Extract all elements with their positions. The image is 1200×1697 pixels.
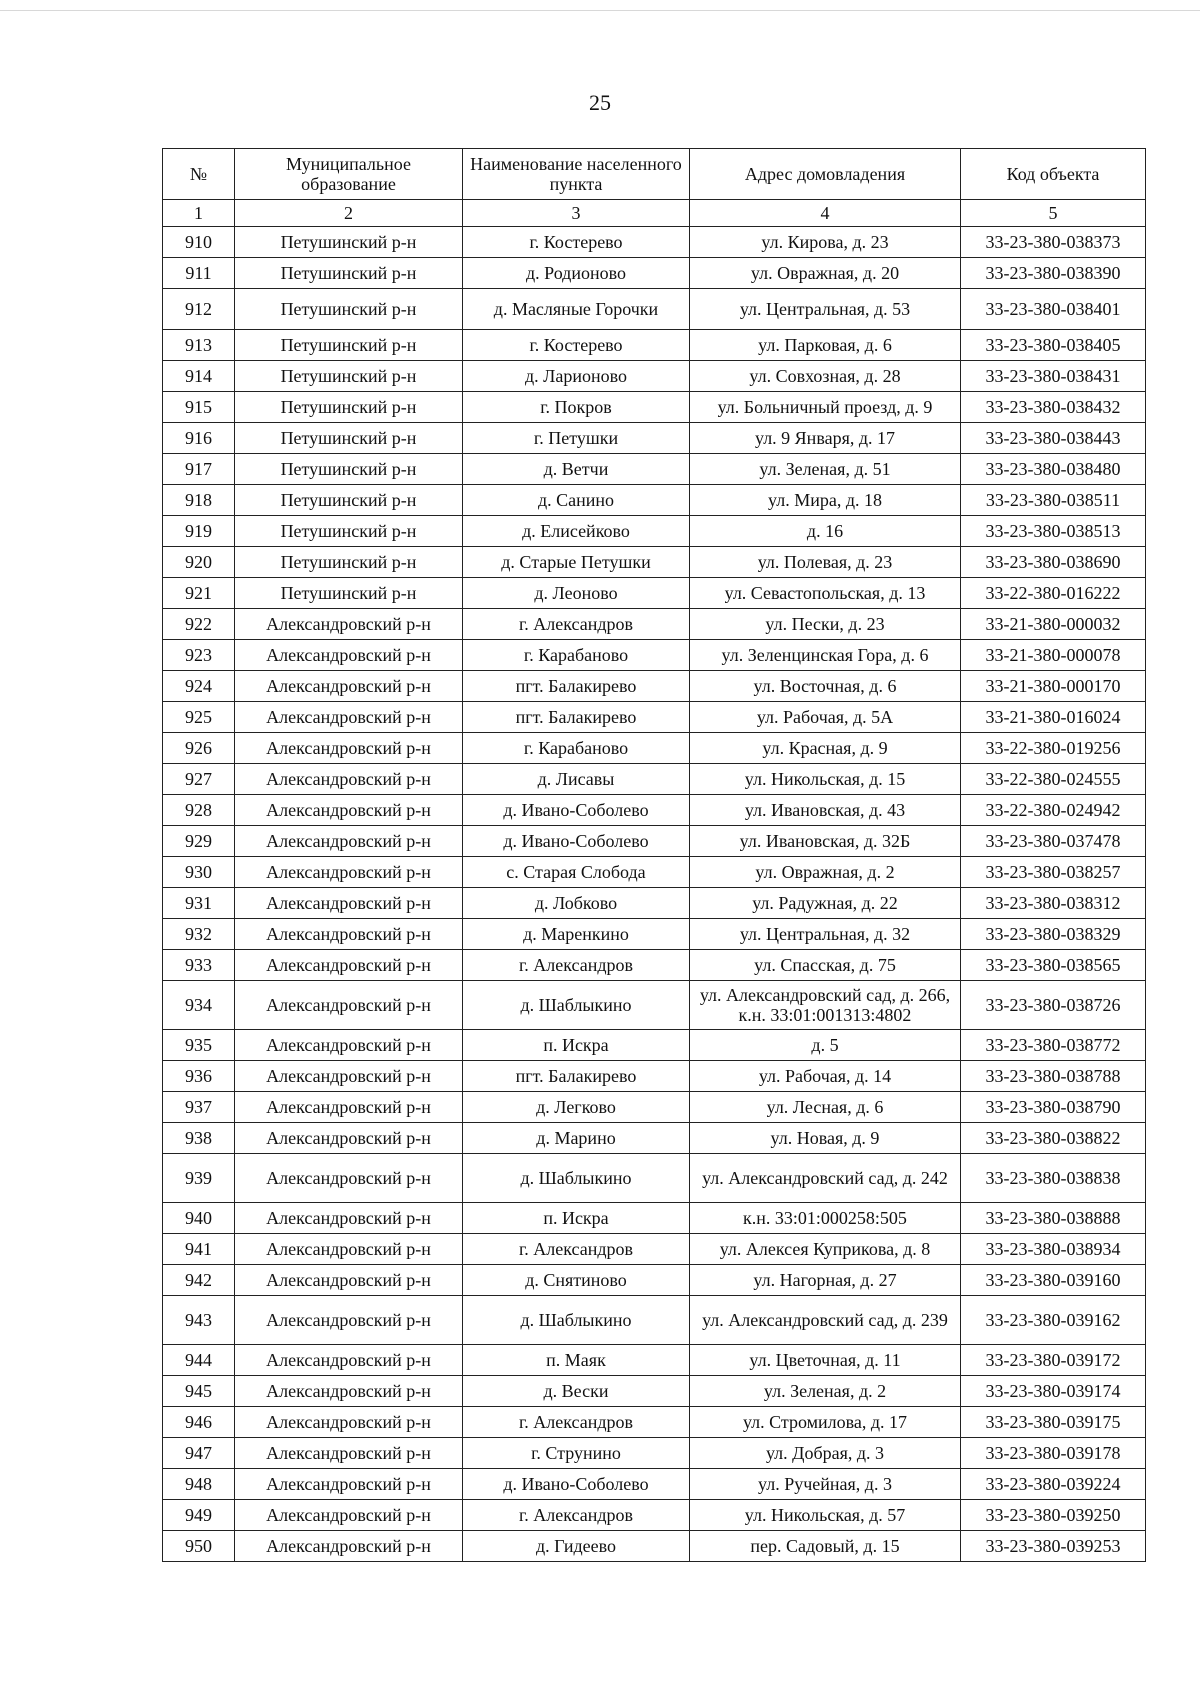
object-code-cell: 33-23-380-038726 [961, 981, 1146, 1030]
settlement-cell: г. Александров [463, 1500, 690, 1531]
object-code-cell: 33-23-380-038312 [961, 888, 1146, 919]
municipality-cell: Александровский р-н [235, 919, 463, 950]
settlement-cell: д. Ветчи [463, 454, 690, 485]
table-row [163, 1123, 1146, 1154]
table-row [163, 795, 1146, 826]
municipality-cell: Петушинский р-н [235, 454, 463, 485]
row-number-cell: 922 [163, 609, 235, 640]
settlement-cell: п. Искра [463, 1203, 690, 1234]
row-number-cell: 938 [163, 1123, 235, 1154]
settlement-cell: г. Александров [463, 1407, 690, 1438]
municipality-cell: Александровский р-н [235, 1061, 463, 1092]
municipality-cell: Александровский р-н [235, 1123, 463, 1154]
row-number-cell: 921 [163, 578, 235, 609]
row-number-cell: 917 [163, 454, 235, 485]
row-number-cell: 941 [163, 1234, 235, 1265]
row-number-cell: 914 [163, 361, 235, 392]
settlement-cell: д. Лисавы [463, 764, 690, 795]
row-number-cell: 912 [163, 289, 235, 330]
municipality-cell: Петушинский р-н [235, 330, 463, 361]
municipality-cell: Петушинский р-н [235, 258, 463, 289]
municipality-cell: Александровский р-н [235, 1469, 463, 1500]
row-number-cell: 948 [163, 1469, 235, 1500]
column-number: 5 [961, 200, 1146, 227]
address-cell: ул. Мира, д. 18 [690, 485, 961, 516]
table-row [163, 919, 1146, 950]
table-row [163, 1407, 1146, 1438]
table-row [163, 330, 1146, 361]
row-number-cell: 939 [163, 1154, 235, 1203]
header-municipality: Муниципальное образование [235, 149, 463, 200]
object-code-cell: 33-23-380-039175 [961, 1407, 1146, 1438]
settlement-cell: д. Ивано-Соболево [463, 826, 690, 857]
address-cell: ул. Парковая, д. 6 [690, 330, 961, 361]
municipality-cell: Петушинский р-н [235, 578, 463, 609]
row-number-cell: 945 [163, 1376, 235, 1407]
settlement-cell: д. Вески [463, 1376, 690, 1407]
municipality-cell: Александровский р-н [235, 609, 463, 640]
municipality-cell: Петушинский р-н [235, 547, 463, 578]
object-code-cell: 33-23-380-038772 [961, 1030, 1146, 1061]
row-number-cell: 927 [163, 764, 235, 795]
address-cell: ул. Кирова, д. 23 [690, 227, 961, 258]
table-row [163, 258, 1146, 289]
address-cell: ул. Восточная, д. 6 [690, 671, 961, 702]
municipality-cell: Александровский р-н [235, 1376, 463, 1407]
table-body [163, 227, 1146, 1562]
row-number-cell: 929 [163, 826, 235, 857]
municipality-cell: Петушинский р-н [235, 361, 463, 392]
address-cell: ул. Никольская, д. 57 [690, 1500, 961, 1531]
municipality-cell: Петушинский р-н [235, 227, 463, 258]
object-code-cell: 33-23-380-038443 [961, 423, 1146, 454]
table-row [163, 1092, 1146, 1123]
row-number-cell: 910 [163, 227, 235, 258]
table-row [163, 888, 1146, 919]
table-row [163, 547, 1146, 578]
table-row [163, 640, 1146, 671]
settlement-cell: п. Искра [463, 1030, 690, 1061]
address-cell: ул. Зеленцинская Гора, д. 6 [690, 640, 961, 671]
municipality-cell: Александровский р-н [235, 1203, 463, 1234]
row-number-cell: 942 [163, 1265, 235, 1296]
address-cell: ул. Стромилова, д. 17 [690, 1407, 961, 1438]
row-number-cell: 919 [163, 516, 235, 547]
row-number-cell: 944 [163, 1345, 235, 1376]
municipality-cell: Александровский р-н [235, 981, 463, 1030]
address-cell: ул. Ручейная, д. 3 [690, 1469, 961, 1500]
row-number-cell: 950 [163, 1531, 235, 1562]
municipality-cell: Александровский р-н [235, 1500, 463, 1531]
municipality-cell: Александровский р-н [235, 671, 463, 702]
table-row [163, 1376, 1146, 1407]
settlement-cell: г. Александров [463, 950, 690, 981]
municipality-cell: Александровский р-н [235, 702, 463, 733]
municipality-cell: Александровский р-н [235, 733, 463, 764]
municipality-cell: Александровский р-н [235, 1407, 463, 1438]
object-code-cell: 33-23-380-038838 [961, 1154, 1146, 1203]
object-code-cell: 33-23-380-037478 [961, 826, 1146, 857]
column-number-row [163, 200, 1146, 227]
municipality-cell: Александровский р-н [235, 1265, 463, 1296]
address-cell: ул. Никольская, д. 15 [690, 764, 961, 795]
table-row [163, 1438, 1146, 1469]
settlement-cell: д. Ивано-Соболево [463, 795, 690, 826]
settlement-cell: г. Александров [463, 1234, 690, 1265]
address-cell: ул. Рабочая, д. 14 [690, 1061, 961, 1092]
table-row [163, 1154, 1146, 1203]
settlement-cell: пгт. Балакирево [463, 702, 690, 733]
row-number-cell: 924 [163, 671, 235, 702]
table-row [163, 1265, 1146, 1296]
object-code-cell: 33-23-380-039172 [961, 1345, 1146, 1376]
object-code-cell: 33-21-380-016024 [961, 702, 1146, 733]
settlement-cell: г. Петушки [463, 423, 690, 454]
table-row [163, 609, 1146, 640]
row-number-cell: 946 [163, 1407, 235, 1438]
registry-table [162, 148, 1146, 1562]
address-cell: ул. Алексея Куприкова, д. 8 [690, 1234, 961, 1265]
header-object-code: Код объекта [961, 149, 1146, 200]
row-number-cell: 916 [163, 423, 235, 454]
table-row [163, 1345, 1146, 1376]
object-code-cell: 33-23-380-038888 [961, 1203, 1146, 1234]
address-cell: ул. Совхозная, д. 28 [690, 361, 961, 392]
row-number-cell: 949 [163, 1500, 235, 1531]
row-number-cell: 930 [163, 857, 235, 888]
municipality-cell: Александровский р-н [235, 1296, 463, 1345]
object-code-cell: 33-23-380-038934 [961, 1234, 1146, 1265]
settlement-cell: д. Шаблыкино [463, 1154, 690, 1203]
row-number-cell: 925 [163, 702, 235, 733]
table-header-row [163, 149, 1146, 200]
object-code-cell: 33-23-380-038329 [961, 919, 1146, 950]
address-cell: ул. Рабочая, д. 5А [690, 702, 961, 733]
table-row [163, 1030, 1146, 1061]
municipality-cell: Александровский р-н [235, 1030, 463, 1061]
table-row [163, 227, 1146, 258]
settlement-cell: д. Ларионово [463, 361, 690, 392]
object-code-cell: 33-23-380-038690 [961, 547, 1146, 578]
address-cell: пер. Садовый, д. 15 [690, 1531, 961, 1562]
settlement-cell: г. Костерево [463, 227, 690, 258]
settlement-cell: г. Карабаново [463, 733, 690, 764]
table-row [163, 1531, 1146, 1562]
table-row [163, 1203, 1146, 1234]
object-code-cell: 33-23-380-038788 [961, 1061, 1146, 1092]
object-code-cell: 33-23-380-038390 [961, 258, 1146, 289]
municipality-cell: Александровский р-н [235, 857, 463, 888]
settlement-cell: д. Маренкино [463, 919, 690, 950]
object-code-cell: 33-23-380-038822 [961, 1123, 1146, 1154]
object-code-cell: 33-23-380-039178 [961, 1438, 1146, 1469]
municipality-cell: Александровский р-н [235, 1438, 463, 1469]
address-cell: ул. Добрая, д. 3 [690, 1438, 961, 1469]
municipality-cell: Александровский р-н [235, 826, 463, 857]
object-code-cell: 33-22-380-024555 [961, 764, 1146, 795]
row-number-cell: 940 [163, 1203, 235, 1234]
row-number-cell: 935 [163, 1030, 235, 1061]
row-number-cell: 915 [163, 392, 235, 423]
settlement-cell: г. Карабаново [463, 640, 690, 671]
column-number: 2 [235, 200, 463, 227]
object-code-cell: 33-23-380-038401 [961, 289, 1146, 330]
table-row [163, 578, 1146, 609]
table-row [163, 1061, 1146, 1092]
address-cell: ул. Овражная, д. 2 [690, 857, 961, 888]
table-row [163, 454, 1146, 485]
table-row [163, 485, 1146, 516]
address-cell: д. 5 [690, 1030, 961, 1061]
municipality-cell: Александровский р-н [235, 1154, 463, 1203]
settlement-cell: с. Старая Слобода [463, 857, 690, 888]
settlement-cell: д. Ивано-Соболево [463, 1469, 690, 1500]
header-address: Адрес домовладения [690, 149, 961, 200]
column-number: 3 [463, 200, 690, 227]
object-code-cell: 33-23-380-039250 [961, 1500, 1146, 1531]
header-settlement: Наименование населенного пункта [463, 149, 690, 200]
settlement-cell: г. Покров [463, 392, 690, 423]
municipality-cell: Александровский р-н [235, 640, 463, 671]
address-cell: ул. Лесная, д. 6 [690, 1092, 961, 1123]
object-code-cell: 33-22-380-016222 [961, 578, 1146, 609]
municipality-cell: Александровский р-н [235, 950, 463, 981]
settlement-cell: д. Санино [463, 485, 690, 516]
row-number-cell: 931 [163, 888, 235, 919]
municipality-cell: Александровский р-н [235, 1531, 463, 1562]
header-number: № [163, 149, 235, 200]
address-cell: ул. Ивановская, д. 32Б [690, 826, 961, 857]
municipality-cell: Александровский р-н [235, 764, 463, 795]
table-row [163, 516, 1146, 547]
row-number-cell: 936 [163, 1061, 235, 1092]
table-row [163, 1500, 1146, 1531]
object-code-cell: 33-23-380-039224 [961, 1469, 1146, 1500]
settlement-cell: пгт. Балакирево [463, 671, 690, 702]
settlement-cell: д. Снятиново [463, 1265, 690, 1296]
address-cell: ул. Центральная, д. 32 [690, 919, 961, 950]
settlement-cell: г. Струнино [463, 1438, 690, 1469]
settlement-cell: д. Шаблыкино [463, 981, 690, 1030]
object-code-cell: 33-23-380-038511 [961, 485, 1146, 516]
table-row [163, 423, 1146, 454]
address-cell: ул. Овражная, д. 20 [690, 258, 961, 289]
address-cell: ул. Александровский сад, д. 239 [690, 1296, 961, 1345]
settlement-cell: д. Старые Петушки [463, 547, 690, 578]
object-code-cell: 33-23-380-038431 [961, 361, 1146, 392]
table-row [163, 702, 1146, 733]
row-number-cell: 911 [163, 258, 235, 289]
page-number: 25 [589, 90, 611, 115]
address-cell: ул. 9 Января, д. 17 [690, 423, 961, 454]
table-row [163, 826, 1146, 857]
settlement-cell: д. Легково [463, 1092, 690, 1123]
settlement-cell: д. Родионово [463, 258, 690, 289]
table-row [163, 671, 1146, 702]
address-cell: д. 16 [690, 516, 961, 547]
object-code-cell: 33-23-380-038405 [961, 330, 1146, 361]
municipality-cell: Петушинский р-н [235, 392, 463, 423]
object-code-cell: 33-23-380-038432 [961, 392, 1146, 423]
row-number-cell: 923 [163, 640, 235, 671]
address-cell: ул. Ивановская, д. 43 [690, 795, 961, 826]
settlement-cell: д. Леоново [463, 578, 690, 609]
table-row [163, 764, 1146, 795]
address-cell: ул. Спасская, д. 75 [690, 950, 961, 981]
address-cell: ул. Севастопольская, д. 13 [690, 578, 961, 609]
settlement-cell: д. Лобково [463, 888, 690, 919]
object-code-cell: 33-23-380-038480 [961, 454, 1146, 485]
address-cell: ул. Полевая, д. 23 [690, 547, 961, 578]
municipality-cell: Александровский р-н [235, 1092, 463, 1123]
object-code-cell: 33-21-380-000032 [961, 609, 1146, 640]
column-number: 4 [690, 200, 961, 227]
object-code-cell: 33-21-380-000170 [961, 671, 1146, 702]
settlement-cell: д. Гидеево [463, 1531, 690, 1562]
settlement-cell: г. Костерево [463, 330, 690, 361]
address-cell: ул. Больничный проезд, д. 9 [690, 392, 961, 423]
table-row [163, 361, 1146, 392]
table-row [163, 733, 1146, 764]
object-code-cell: 33-23-380-039253 [961, 1531, 1146, 1562]
municipality-cell: Петушинский р-н [235, 485, 463, 516]
row-number-cell: 932 [163, 919, 235, 950]
settlement-cell: п. Маяк [463, 1345, 690, 1376]
row-number-cell: 926 [163, 733, 235, 764]
address-cell: ул. Нагорная, д. 27 [690, 1265, 961, 1296]
municipality-cell: Петушинский р-н [235, 423, 463, 454]
address-cell: ул. Центральная, д. 53 [690, 289, 961, 330]
municipality-cell: Александровский р-н [235, 1234, 463, 1265]
settlement-cell: д. Шаблыкино [463, 1296, 690, 1345]
object-code-cell: 33-23-380-039174 [961, 1376, 1146, 1407]
settlement-cell: д. Масляные Горочки [463, 289, 690, 330]
settlement-cell: г. Александров [463, 609, 690, 640]
object-code-cell: 33-22-380-019256 [961, 733, 1146, 764]
object-code-cell: 33-23-380-038373 [961, 227, 1146, 258]
address-cell: ул. Зеленая, д. 51 [690, 454, 961, 485]
address-cell: ул. Пески, д. 23 [690, 609, 961, 640]
table-row [163, 1296, 1146, 1345]
object-code-cell: 33-23-380-039160 [961, 1265, 1146, 1296]
settlement-cell: пгт. Балакирево [463, 1061, 690, 1092]
row-number-cell: 913 [163, 330, 235, 361]
object-code-cell: 33-21-380-000078 [961, 640, 1146, 671]
municipality-cell: Александровский р-н [235, 795, 463, 826]
table-row [163, 857, 1146, 888]
address-cell: ул. Красная, д. 9 [690, 733, 961, 764]
row-number-cell: 937 [163, 1092, 235, 1123]
table-row [163, 1469, 1146, 1500]
table-row [163, 950, 1146, 981]
row-number-cell: 943 [163, 1296, 235, 1345]
address-cell: ул. Зеленая, д. 2 [690, 1376, 961, 1407]
object-code-cell: 33-23-380-038790 [961, 1092, 1146, 1123]
municipality-cell: Петушинский р-н [235, 516, 463, 547]
object-code-cell: 33-23-380-038513 [961, 516, 1146, 547]
object-code-cell: 33-23-380-039162 [961, 1296, 1146, 1345]
row-number-cell: 928 [163, 795, 235, 826]
row-number-cell: 934 [163, 981, 235, 1030]
row-number-cell: 947 [163, 1438, 235, 1469]
column-number: 1 [163, 200, 235, 227]
municipality-cell: Александровский р-н [235, 888, 463, 919]
table-row [163, 392, 1146, 423]
settlement-cell: д. Елисейково [463, 516, 690, 547]
object-code-cell: 33-23-380-038257 [961, 857, 1146, 888]
municipality-cell: Александровский р-н [235, 1345, 463, 1376]
settlement-cell: д. Марино [463, 1123, 690, 1154]
row-number-cell: 920 [163, 547, 235, 578]
object-code-cell: 33-23-380-038565 [961, 950, 1146, 981]
address-cell: ул. Цветочная, д. 11 [690, 1345, 961, 1376]
address-cell: к.н. 33:01:000258:505 [690, 1203, 961, 1234]
row-number-cell: 933 [163, 950, 235, 981]
table-row [163, 289, 1146, 330]
address-cell: ул. Александровский сад, д. 266, к.н. 33:01:001313:4802 [690, 981, 961, 1030]
address-cell: ул. Александровский сад, д. 242 [690, 1154, 961, 1203]
scan-edge-line [0, 10, 1200, 11]
address-cell: ул. Новая, д. 9 [690, 1123, 961, 1154]
table-row [163, 981, 1146, 1030]
table-row [163, 1234, 1146, 1265]
row-number-cell: 918 [163, 485, 235, 516]
object-code-cell: 33-22-380-024942 [961, 795, 1146, 826]
municipality-cell: Петушинский р-н [235, 289, 463, 330]
address-cell: ул. Радужная, д. 22 [690, 888, 961, 919]
